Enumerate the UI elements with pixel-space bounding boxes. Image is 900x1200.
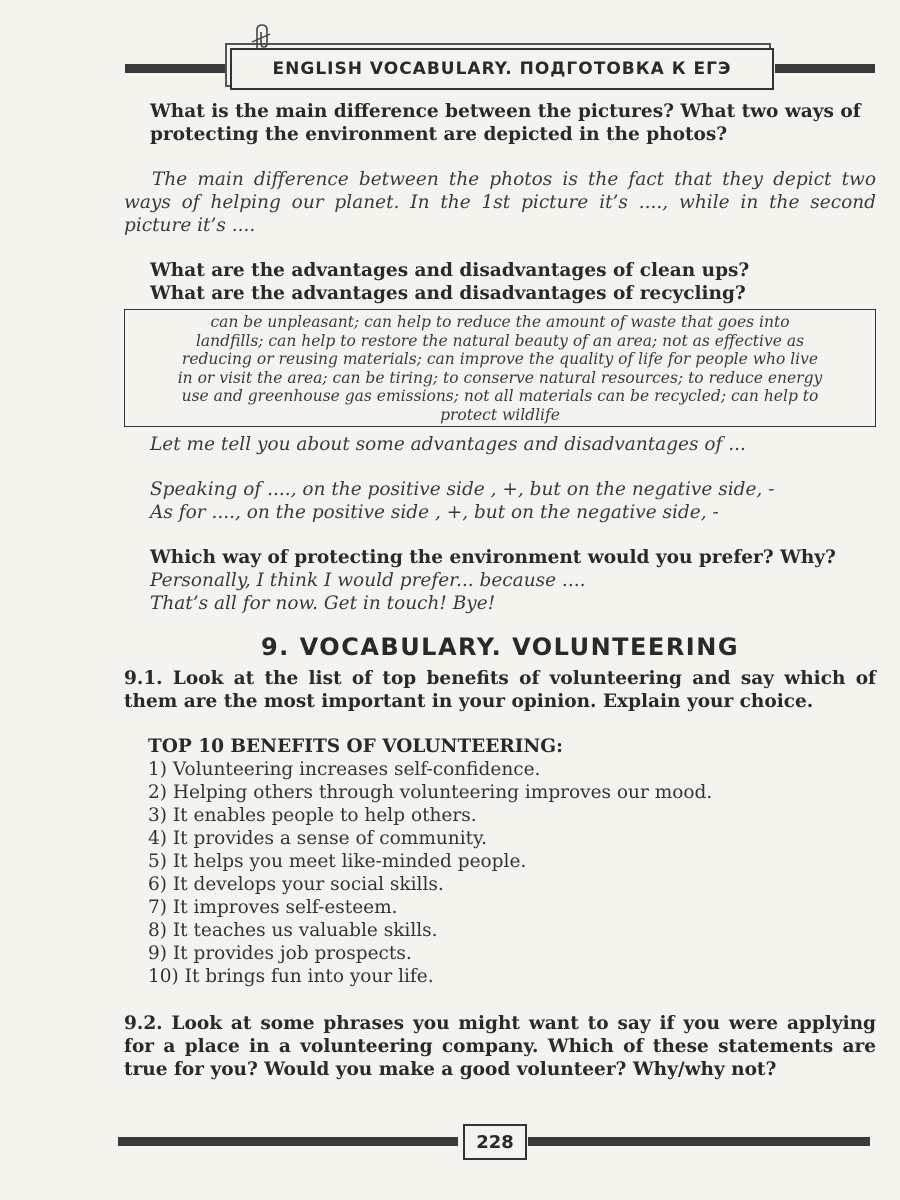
adv-question-cleanups: What are the advantages and disadvantages of clean ups? xyxy=(150,260,750,281)
word-box-line: in or visit the area; can be tiring; to conserve natural resources; to reduce energy xyxy=(177,368,823,387)
page-number: 228 xyxy=(463,1124,527,1160)
paperclip-icon xyxy=(248,22,276,52)
list-item: 9) It provides job prospects. xyxy=(148,943,412,964)
section-title: 9. VOCABULARY. VOLUNTEERING xyxy=(260,633,740,661)
adv-question-recycling: What are the advantages and disadvantages of recycling? xyxy=(150,283,746,304)
list-item: 10) It brings fun into your life. xyxy=(148,966,434,987)
list-item: 2) Helping others through volunteering improves our mood. xyxy=(148,782,713,803)
pictures-answer: The main difference between the photos is the fact that they depict two ways of helping our planet. In the 1st picture it’s ...., while in the second picture it’s .... xyxy=(124,169,876,236)
word-box-line: landfills; can help to restore the natural beauty of an area; not as effective as xyxy=(195,331,805,350)
page-content xyxy=(124,100,876,1081)
list-item: 4) It provides a sense of community. xyxy=(148,828,487,849)
header-title: ENGLISH VOCABULARY. ПОДГОТОВКА К ЕГЭ xyxy=(272,59,732,79)
footer-rule-right xyxy=(528,1137,870,1146)
footer-rule-left xyxy=(118,1137,458,1146)
prefer-question: Which way of protecting the environment would you prefer? Why? xyxy=(150,547,836,568)
header-rule-right xyxy=(775,64,875,73)
page-header xyxy=(125,44,875,94)
list-item: 3) It enables people to help others. xyxy=(148,805,477,826)
benefits-list xyxy=(124,758,876,988)
header-rule-left xyxy=(125,64,225,73)
speaking-line-2: As for ...., on the positive side , +, but on the negative side, - xyxy=(150,502,719,523)
word-box-line: protect wildlife xyxy=(440,405,560,424)
list-item: 1) Volunteering increases self-confidence. xyxy=(148,759,541,780)
prefer-answer-1: Personally, I think I would prefer... because .... xyxy=(150,570,586,591)
pictures-question: What is the main difference between the pictures? What two ways of protecting the environment are depicted in the photos? xyxy=(150,101,861,145)
list-item: 6) It develops your social skills. xyxy=(148,874,444,895)
word-box-line: use and greenhouse gas emissions; not all materials can be recycled; can help to xyxy=(181,387,819,405)
list-item: 7) It improves self-esteem. xyxy=(148,897,398,918)
list-item: 5) It helps you meet like-minded people. xyxy=(148,851,527,872)
speaking-line-1: Speaking of ...., on the positive side , +, but on the negative side, - xyxy=(150,479,775,500)
exercise-9-1: 9.1. Look at the list of top benefits of volunteering and say which of them are the most important in your opinion. Explain your choice. xyxy=(124,668,876,712)
benefits-list-title: TOP 10 BENEFITS OF VOLUNTEERING: xyxy=(148,736,563,757)
prefer-answer-2: That’s all for now. Get in touch! Bye! xyxy=(150,593,496,614)
word-box-line: can be unpleasant; can help to reduce the amount of waste that goes into xyxy=(210,313,790,331)
word-box xyxy=(124,309,876,427)
exercise-9-2: 9.2. Look at some phrases you might want to say if you were applying for a place in a volunteering company. Which of these statements are true for you? Would you make a good volunteer? Why/why not? xyxy=(124,1013,876,1080)
header-title-box xyxy=(230,48,774,90)
adv-intro: Let me tell you about some advantages and disadvantages of ... xyxy=(150,434,746,455)
list-item: 8) It teaches us valuable skills. xyxy=(148,920,438,941)
word-box-line: reducing or reusing materials; can improve the quality of life for people who live xyxy=(181,350,819,368)
page-footer xyxy=(118,1122,870,1162)
